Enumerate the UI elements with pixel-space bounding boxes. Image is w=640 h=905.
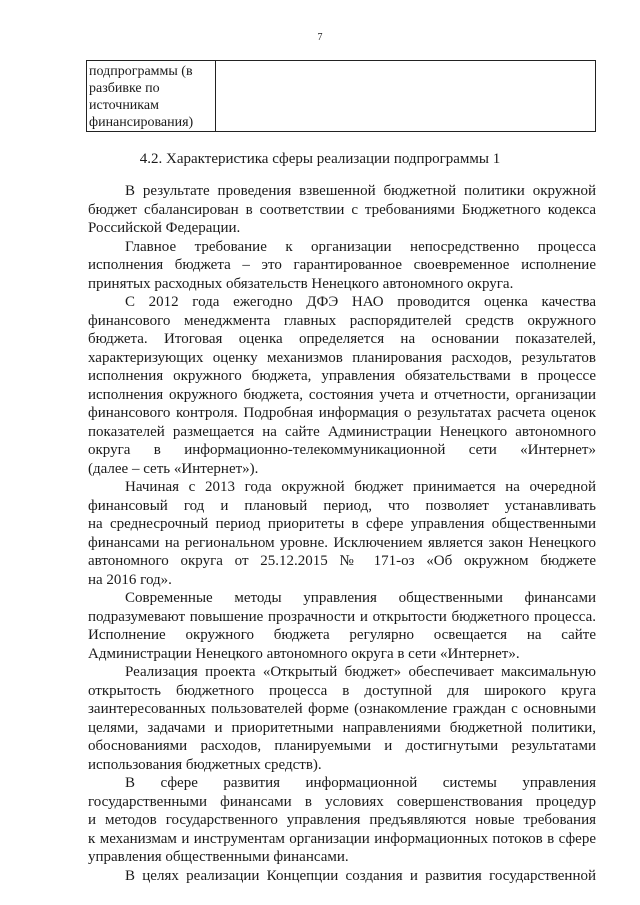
- table-cell-value-empty: [216, 61, 596, 132]
- paragraph-line: обоснованиями расходов, планируемыми и достигнутыми результатами: [88, 738, 596, 754]
- paragraph-line: управления общественными финансами.: [88, 849, 349, 865]
- paragraph-line: С 2012 года ежегодно ДФЭ НАО проводится оценка качества: [125, 294, 596, 310]
- paragraph-line: исполнения окружного бюджета, управления обязательствами в процессе: [88, 368, 596, 384]
- paragraph-line: финансовый год и плановый период, что позволяет устанавливать: [88, 497, 596, 514]
- paragraph: [88, 867, 596, 886]
- paragraph-line: бюджета. Итоговая оценка определяется на основании показателей,: [88, 331, 596, 347]
- table-cell-line: разбивке по: [89, 81, 160, 96]
- paragraph: [88, 774, 596, 867]
- paragraph-line: исполнения бюджета – это гарантированное своевременное исполнение: [88, 257, 596, 273]
- paragraph-line: (далее – сеть «Интернет»).: [88, 460, 259, 477]
- page-number: 7: [317, 32, 323, 43]
- paragraph: [88, 293, 596, 478]
- paragraph: [88, 478, 596, 589]
- paragraph-line: характеризующих оценку механизмов планирования расходов, результатов: [88, 349, 596, 366]
- paragraph: [88, 589, 596, 663]
- paragraph-line: исполнения окружного бюджета, состояния учета и отчетности, организации: [88, 386, 596, 403]
- paragraph-line: Администрации Ненецкого автономного округа в сети «Интернет».: [88, 645, 520, 662]
- paragraph-line: к механизмам и инструментам организации информационных потоков в сфере: [88, 830, 596, 847]
- paragraph-line: В сфере развития информационной системы управления: [125, 775, 596, 791]
- table-cell-line: подпрограммы (в: [89, 64, 193, 79]
- paragraph-line: бюджет сбалансирован в соответствии с требованиями Бюджетного кодекса: [88, 201, 596, 218]
- paragraph-line: Начиная с 2013 года окружной бюджет принимается на очередной: [125, 479, 596, 495]
- paragraph-line: на 2016 год».: [88, 571, 172, 588]
- paragraph-line: государственными финансами в условиях совершенствования процедур: [88, 793, 596, 810]
- table-cell-line: источникам: [89, 98, 159, 113]
- paragraph-line: В результате проведения взвешенной бюджетной политики окружной: [125, 183, 596, 199]
- paragraph-line: Современные методы управления общественными финансами: [125, 590, 596, 606]
- paragraph: [88, 182, 596, 238]
- paragraph-line: целями, задачами и приоритетными направлениями бюджетной политики,: [88, 719, 596, 736]
- paragraph-line: на среднесрочный период приоритеты в сфере управления общественными: [88, 516, 596, 532]
- paragraph: [88, 238, 596, 294]
- paragraph-line: В целях реализации Концепции создания и развития государственной: [125, 867, 596, 884]
- paragraph-line: финансами на региональном уровне. Исключением является закон Ненецкого: [88, 534, 596, 551]
- paragraph: [88, 663, 596, 774]
- table-row: [87, 61, 596, 132]
- paragraph-line: Реализация проекта «Открытый бюджет» обеспечивает максимальную: [125, 664, 596, 680]
- paragraph-line: округа в информационно-телекоммуникационной сети «Интернет»: [88, 442, 596, 458]
- subprogram-passport-table-fragment: [86, 60, 596, 132]
- section-heading: 4.2. Характеристика сферы реализации подпрограммы 1: [139, 151, 501, 167]
- paragraph-line: открытость бюджетного процесса в доступной для широкого круга: [88, 682, 596, 699]
- table-cell-label: [87, 61, 216, 132]
- paragraph-line: автономного округа от 25.12.2015 № 171-оз «Об окружном бюджете: [88, 553, 596, 569]
- paragraph-line: Российской Федерации.: [88, 220, 241, 236]
- paragraph-line: заинтересованных пользователей форме (ознакомление граждан с основными: [88, 701, 596, 717]
- paragraph-line: финансового контроля. Подробная информация о результатах расчета оценок: [88, 405, 596, 421]
- paragraph-line: подразумевают повышение прозрачности и открытости бюджетного процесса.: [88, 608, 596, 625]
- paragraph-line: Исполнение окружного бюджета регулярно освещается на сайте: [88, 627, 596, 643]
- paragraph-line: принятых расходных обязательств Ненецкого автономного округа.: [88, 275, 514, 292]
- paragraph-line: и методов государственного управления предъявляются новые требования: [88, 812, 596, 828]
- paragraph-line: финансового менеджмента главных распорядителей средств окружного: [88, 312, 596, 329]
- paragraph-line: использования бюджетных средств).: [88, 756, 322, 773]
- body-text: [88, 182, 596, 885]
- table-cell-line: финансирования): [89, 115, 194, 130]
- paragraph-line: Главное требование к организации непосредственно процесса: [125, 238, 596, 255]
- paragraph-line: показателей размещается на сайте Администрации Ненецкого автономного: [88, 423, 596, 440]
